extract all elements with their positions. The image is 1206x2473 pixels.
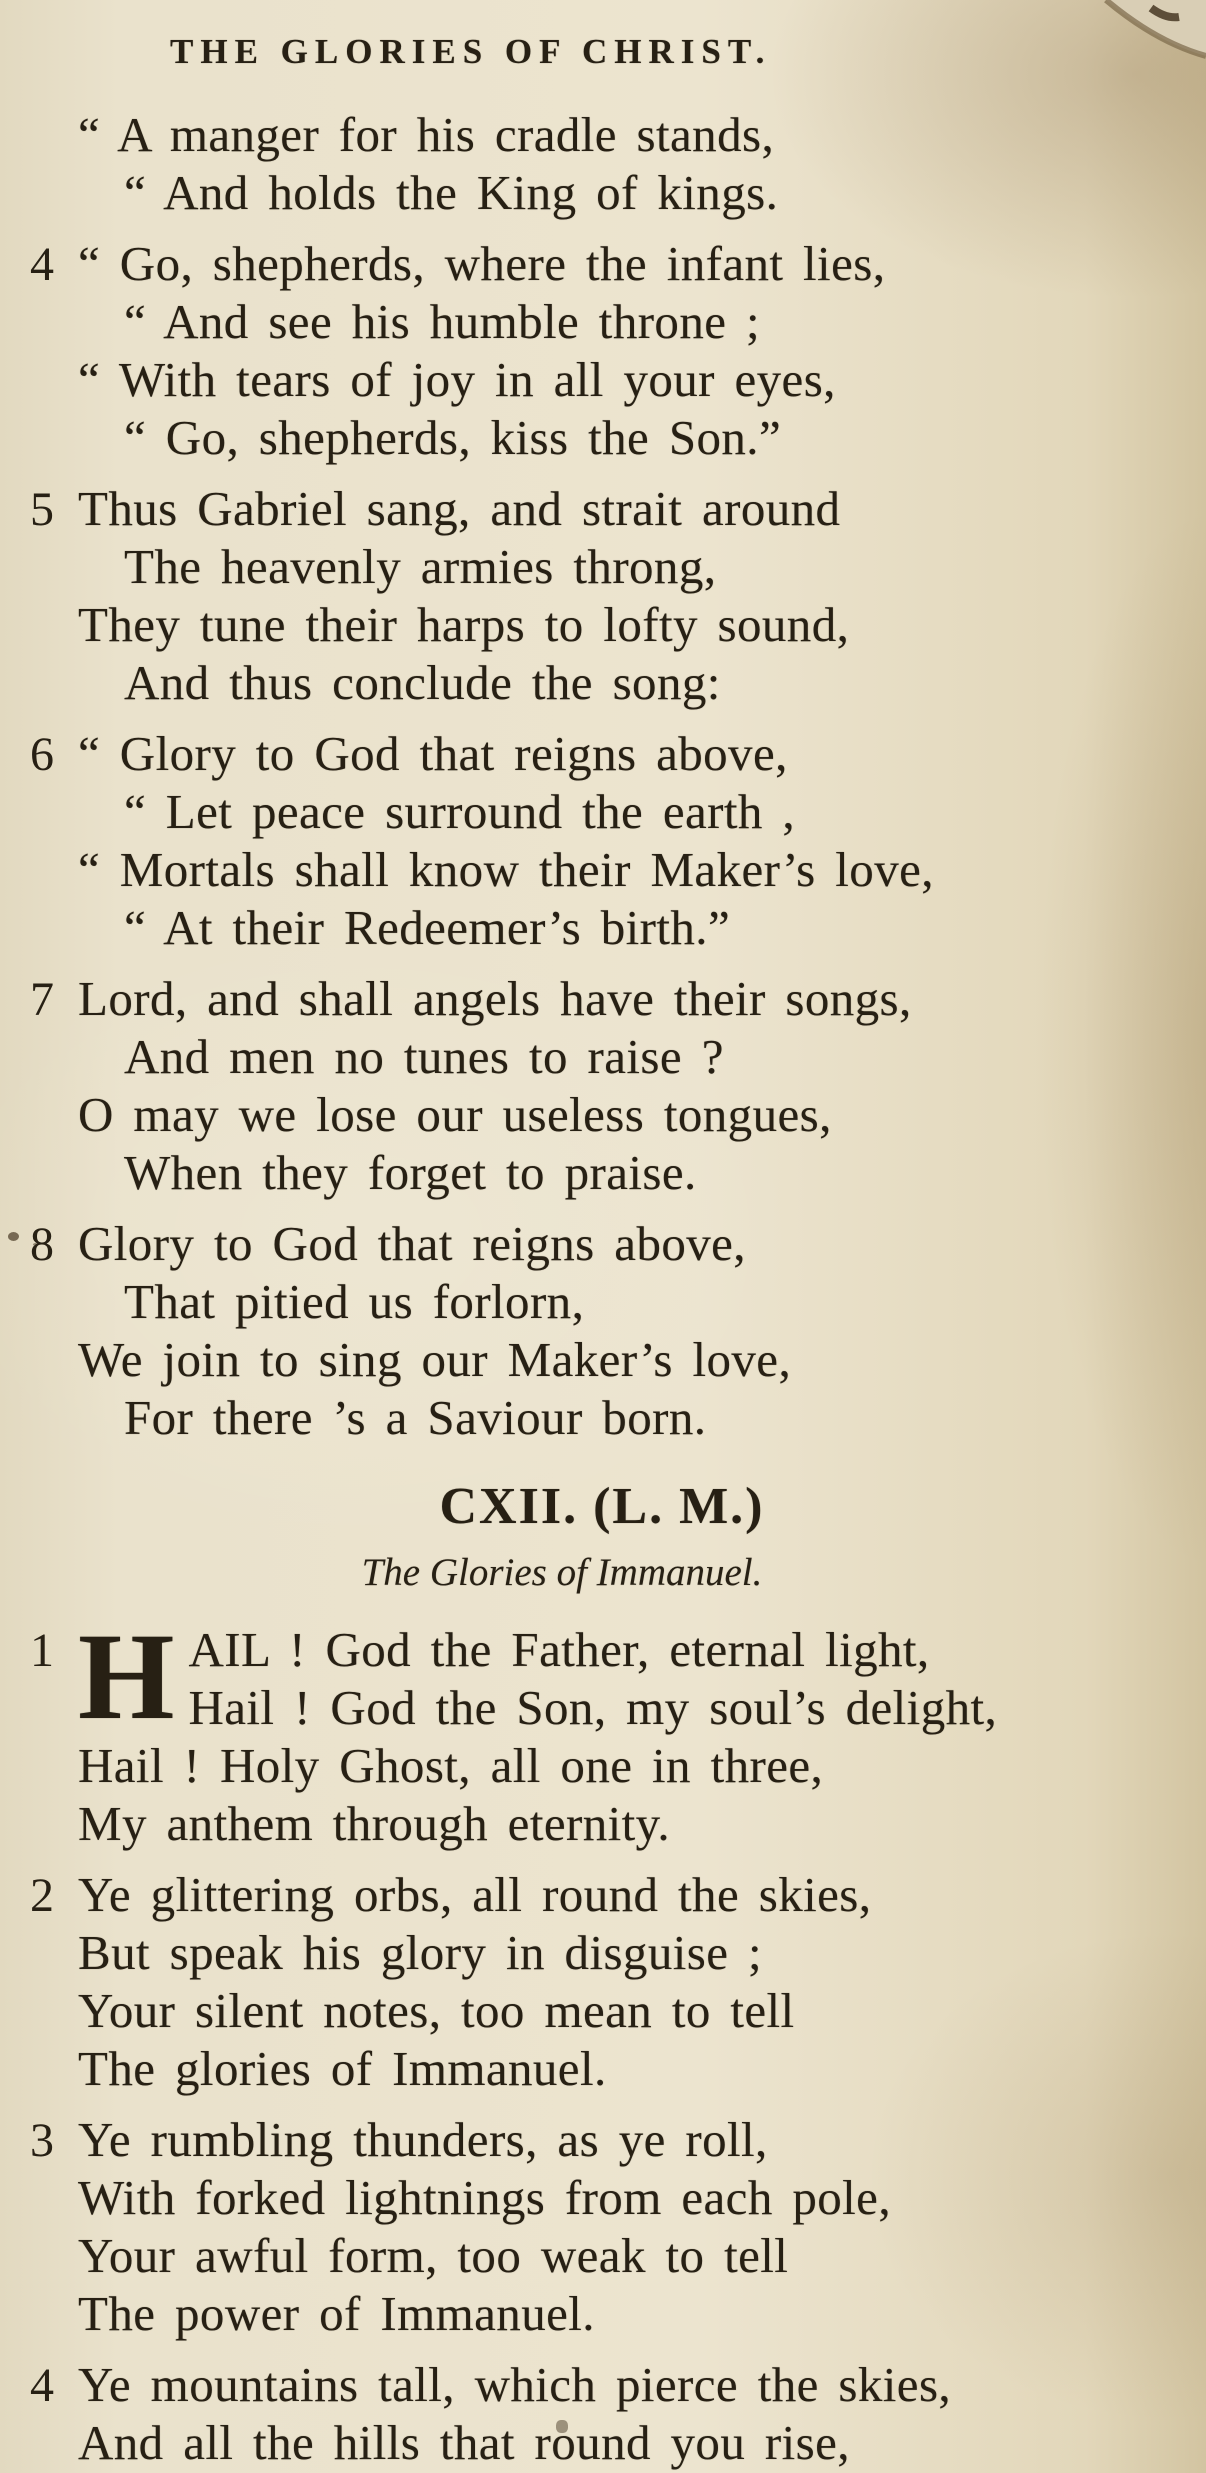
verse-line: “ And holds the King of kings. [124, 165, 779, 220]
hymn-number-heading: CXII. (L. M.) [439, 1478, 765, 1535]
verse-line: That pitied us forlorn, [124, 1274, 585, 1329]
verse [78, 106, 1176, 222]
verse [30, 970, 1176, 1202]
verse-line: For there ’s a Saviour born. [124, 1390, 707, 1445]
hymn-previous-verses [30, 106, 1176, 1447]
verse-line: Thus Gabriel sang, and strait around [78, 481, 841, 536]
verse-line: “ Go, shepherds, kiss the Son.” [124, 410, 782, 465]
verse-line: The glories of Immanuel. [78, 2041, 607, 2096]
verse-number: 7 [30, 973, 54, 1026]
verse-number: 4 [30, 238, 54, 291]
verse-number: 2 [30, 1869, 54, 1922]
verse-number: 5 [30, 483, 54, 536]
verse-line: Hail ! God the Son, my soul’s delight, [188, 1680, 998, 1735]
verse-line: “ Glory to God that reigns above, [78, 726, 788, 781]
verse-line: The power of Immanuel. [78, 2286, 595, 2341]
verse-line: “ Let peace surround the earth , [124, 784, 796, 839]
verse [30, 2111, 1176, 2343]
verse [30, 2356, 1176, 2472]
verse-line: And all the hills that round you rise, [78, 2415, 850, 2470]
verse-line: They tune their harps to lofty sound, [78, 597, 850, 652]
verse-line: “ At their Redeemer’s birth.” [124, 900, 731, 955]
verse-line: My anthem through eternity. [78, 1796, 670, 1851]
hymn-cxii-verses [30, 1608, 1176, 2472]
verse-line: “ A manger for his cradle stands, [78, 107, 775, 162]
verse-line: And thus conclude the song: [124, 655, 721, 710]
verse-line: Ye rumbling thunders, as ye roll, [78, 2112, 768, 2167]
verse [30, 725, 1176, 957]
ink-speck-left-margin [8, 1232, 19, 1241]
running-header: THE GLORIES OF CHRIST. [170, 32, 772, 71]
drop-cap: H [78, 1608, 175, 1745]
verse-line: Your awful form, too weak to tell [78, 2228, 789, 2283]
verse-line: AIL ! God the Father, eternal light, [188, 1622, 930, 1677]
verse-line: When they forget to praise. [124, 1145, 697, 1200]
verse-line: O may we lose our useless tongues, [78, 1087, 832, 1142]
verse-line: “ And see his humble throne ; [124, 294, 761, 349]
hymn-subtitle: The Glories of Immanuel. [361, 1551, 763, 1594]
verse-number: 4 [30, 2359, 54, 2412]
verse-number: 8 [30, 1218, 54, 1271]
verse [30, 235, 1176, 467]
verse-line: “ Mortals shall know their Maker’s love, [78, 842, 934, 897]
verse-line: With forked lightnings from each pole, [78, 2170, 891, 2225]
verse-line: Glory to God that reigns above, [78, 1216, 746, 1271]
verse-line: But speak his glory in disguise ; [78, 1925, 763, 1980]
verse-number: 1 [30, 1624, 54, 1677]
verse-line: Your silent notes, too mean to tell [78, 1983, 795, 2038]
verse-line: Ye mountains tall, which pierce the skies, [78, 2357, 952, 2412]
verse-number: 6 [30, 728, 54, 781]
verse-line: Ye glittering orbs, all round the skies, [78, 1867, 872, 1922]
verse-line: We join to sing our Maker’s love, [78, 1332, 792, 1387]
verse-line: And men no tunes to raise ? [124, 1029, 724, 1084]
page-corner-fold [1031, 0, 1206, 120]
verse-line: Hail ! Holy Ghost, all one in three, [78, 1738, 824, 1793]
verse-number: 3 [30, 2114, 54, 2167]
verse [30, 1608, 1176, 1853]
verse-line: “ Go, shepherds, where the infant lies, [78, 236, 886, 291]
verse-line: Lord, and shall angels have their songs, [78, 971, 912, 1026]
verse-line: The heavenly armies throng, [124, 539, 717, 594]
verse [30, 1215, 1176, 1447]
verse [30, 480, 1176, 712]
verse [30, 1866, 1176, 2098]
verse-line: “ With tears of joy in all your eyes, [78, 352, 836, 407]
